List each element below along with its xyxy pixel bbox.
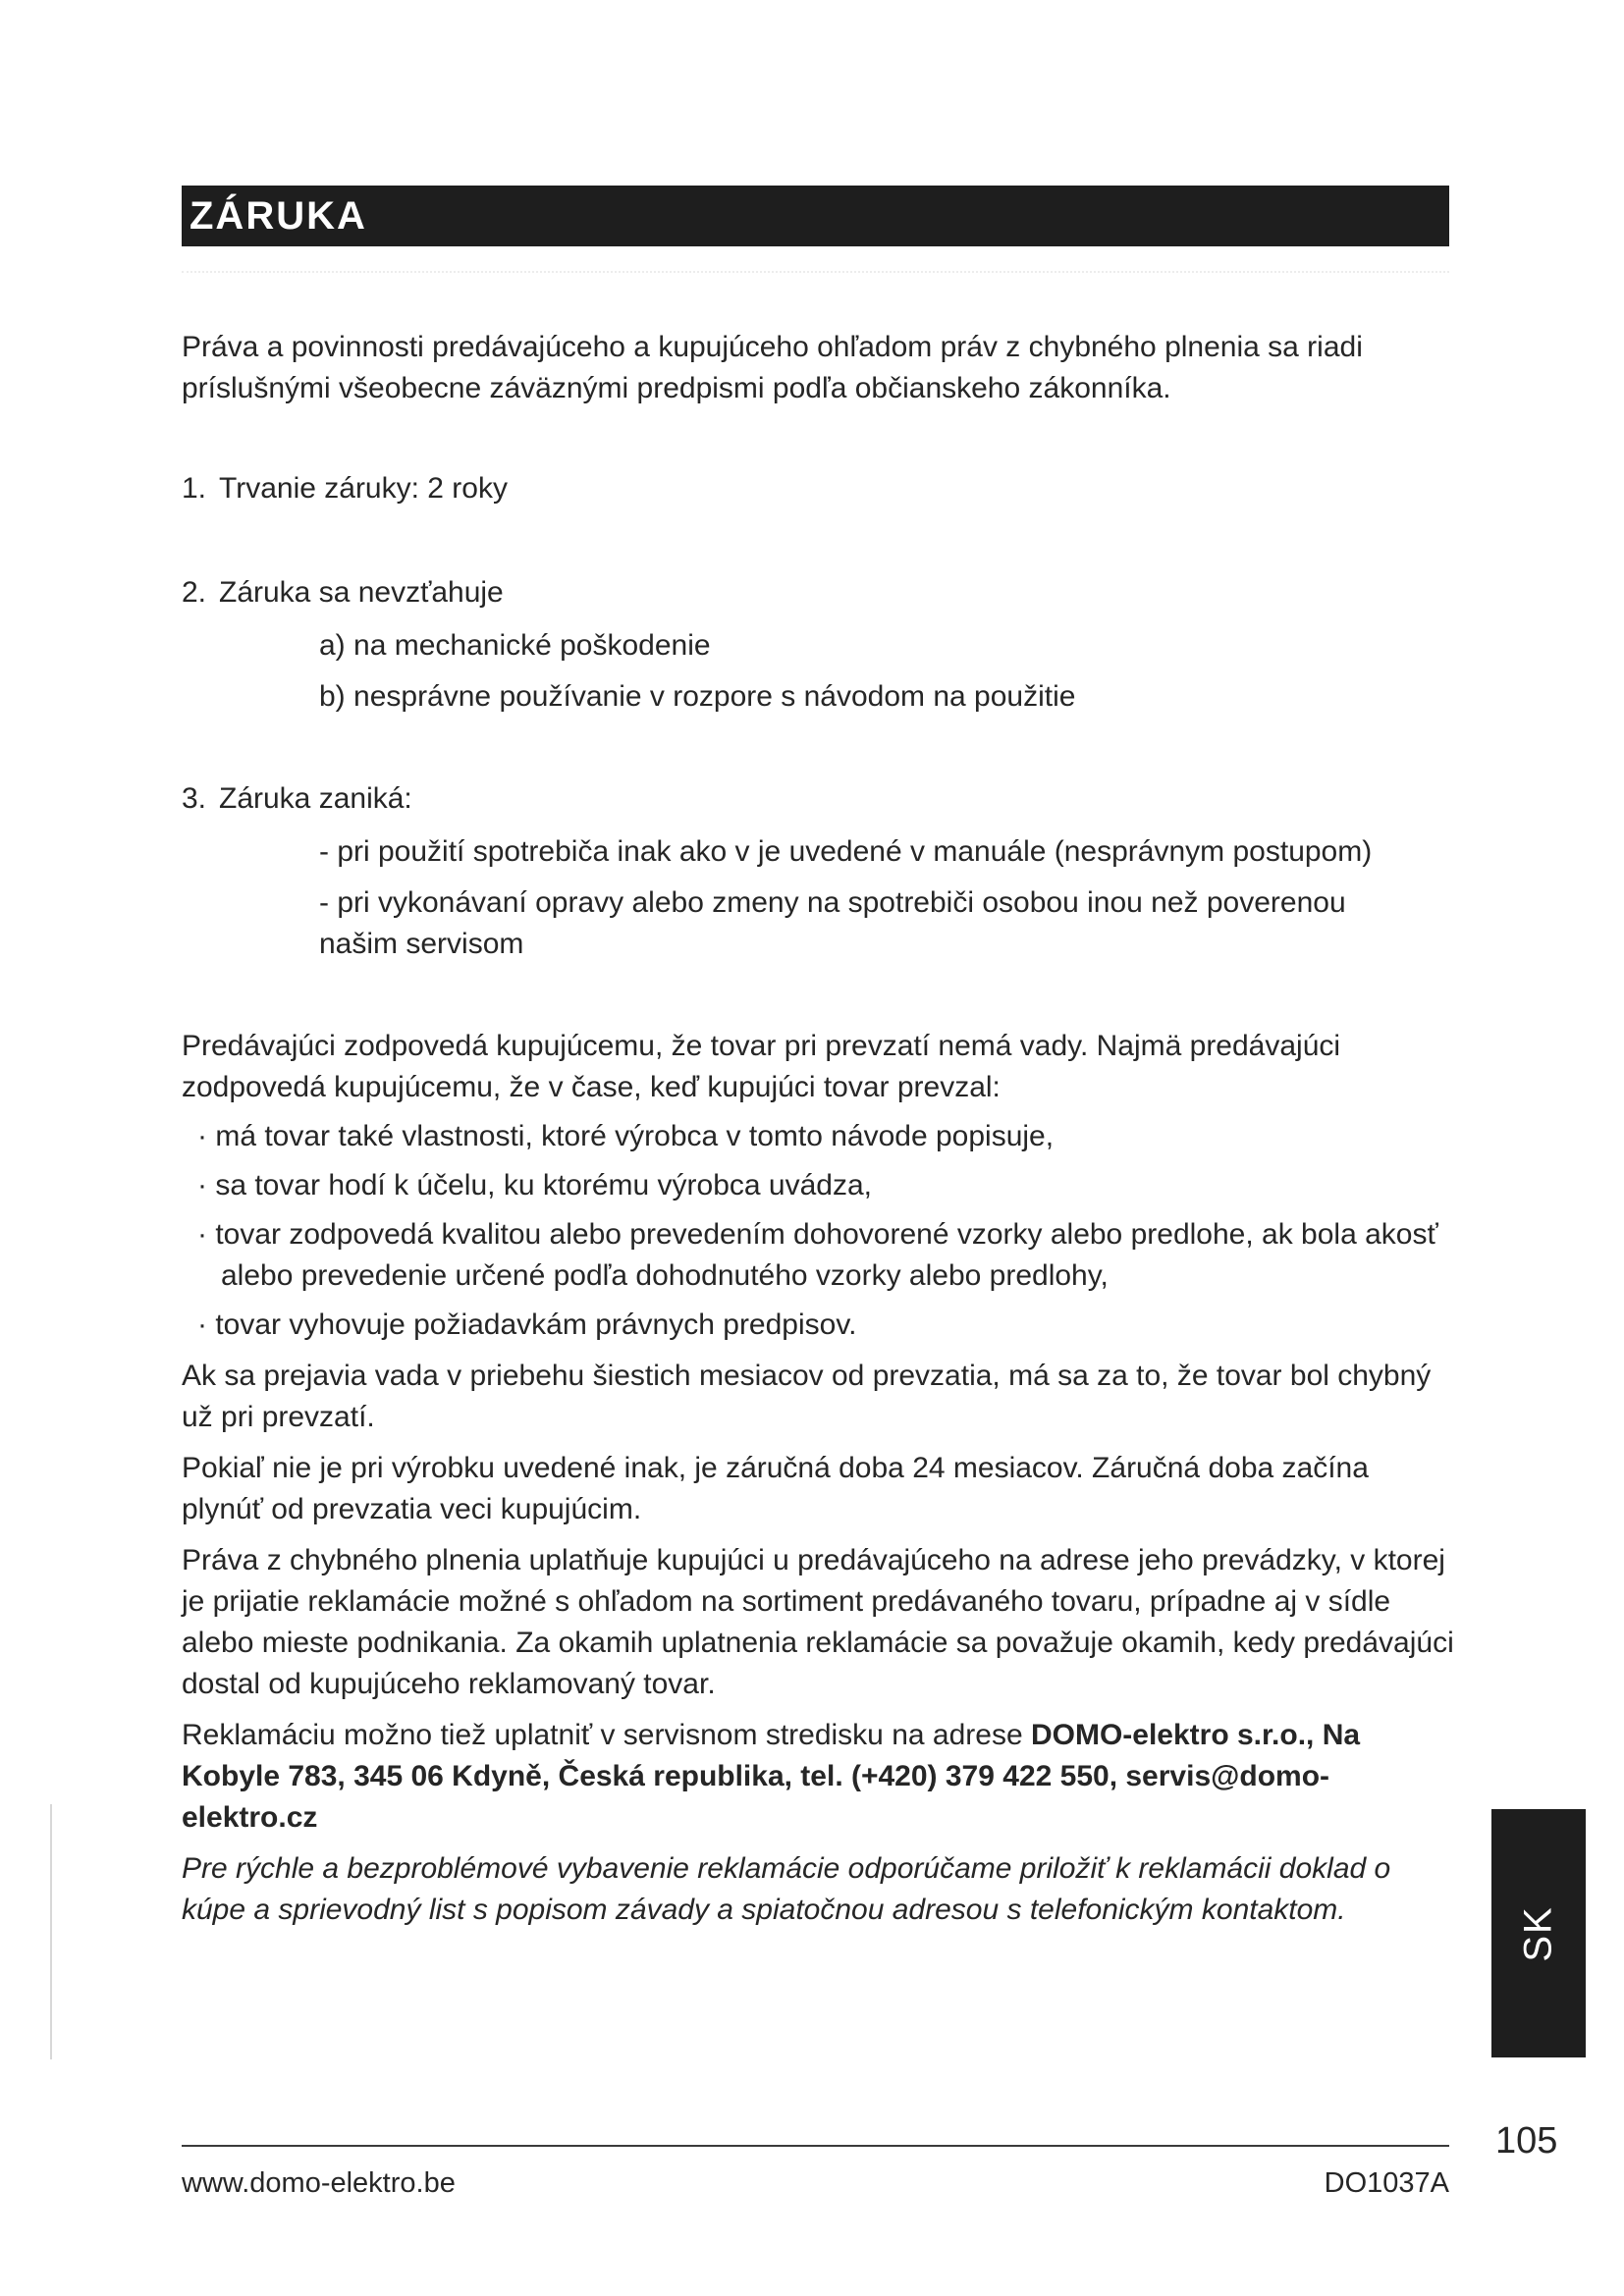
- service-address: DOMO-elektro s.r.o., Na Kobyle 783, 345 06 Kdyně, Česká republika, tel. (+420) 379 422 550, servis@domo-elektro.cz: [182, 1719, 1361, 1834]
- warranty-content: [182, 327, 1458, 1931]
- language-tab-label: SK: [1516, 1904, 1560, 1962]
- bullet-item: · sa tovar hodí k účelu, ku ktorému výrobca uvádza,: [197, 1169, 872, 1201]
- seller-paragraph: Predávajúci zodpovedá kupujúcemu, že tovar pri prevzatí nemá vady. Najmä predávajúci zodpovedá kupujúcemu, že v čase, keď kupujúci tovar prevzal:: [182, 1030, 1341, 1103]
- language-tab: [1491, 1809, 1586, 2057]
- sub-item: - pri použití spotrebiča inak ako v je uvedené v manuále (nesprávnym postupom): [319, 835, 1373, 868]
- side-rule: [50, 1804, 52, 2059]
- page-number: 105: [1495, 2120, 1558, 2162]
- list-item: [182, 778, 1458, 820]
- bullet-item: · má tovar také vlastnosti, ktoré výrobca v tomto návode popisuje,: [197, 1120, 1055, 1152]
- service-paragraph: [182, 1715, 1458, 1839]
- sub-item: - pri vykonávaní opravy alebo zmeny na spotrebiči osobou inou než poverenou našim servisom: [319, 886, 1346, 960]
- footer-divider: [182, 2145, 1449, 2147]
- bullet-item: · tovar vyhovuje požiadavkám právnych predpisov.: [197, 1308, 857, 1341]
- list-item: [182, 468, 1458, 509]
- list-item-text: Záruka sa nevzťahuje: [219, 576, 504, 609]
- period-paragraph: Pokiaľ nie je pri výrobku uvedené inak, je záručná doba 24 mesiacov. Záručná doba začína plynúť od prevzatia veci kupujúcim.: [182, 1452, 1369, 1525]
- sub-item: b) nesprávne používanie v rozpore s návodom na použitie: [319, 680, 1076, 713]
- sub-item: a) na mechanické poškodenie: [319, 629, 711, 662]
- list-item-text: Záruka zaniká:: [219, 782, 412, 815]
- recommendation-paragraph: Pre rýchle a bezproblémové vybavenie reklamácie odporúčame priložiť k reklamácii doklad o kúpe a sprievodný list s popisom závady a spiatočnou adresou s telefonickým kontaktom.: [182, 1852, 1391, 1926]
- list-item: [182, 572, 1458, 614]
- list-item-number: 3.: [182, 782, 207, 815]
- list-item-text: Trvanie záruky: 2 roky: [219, 472, 508, 505]
- service-lead: Reklamáciu možno tiež uplatniť v servisnom stredisku na adrese: [182, 1719, 1031, 1751]
- defect-paragraph: Ak sa prejavia vada v priebehu šiestich mesiacov od prevzatia, má sa za to, že tovar bol chybný už pri prevzatí.: [182, 1360, 1432, 1433]
- rights-paragraph: Práva z chybného plnenia uplatňuje kupujúci u predávajúceho na adrese jeho prevádzky, v ktorej je prijatie reklamácie možné s ohľadom na sortiment predávaného tovaru, prípadne aj v sídle alebo mieste podnikania. Za okamih uplatnenia reklamácie sa považuje okamih, kedy predávajúci dostal od kupujúceho reklamovaný tovar.: [182, 1544, 1454, 1700]
- section-title-bar: [182, 186, 1449, 246]
- list-item-number: 1.: [182, 472, 207, 505]
- section-title: ZÁRUKA: [189, 194, 367, 238]
- footer-model-code: DO1037A: [1324, 2167, 1449, 2199]
- bullet-item: · tovar zodpovedá kvalitou alebo prevedením dohovorené vzorky alebo predlohe, ak bola akosť alebo prevedenie určené podľa dohodnutého vzorky alebo predlohy,: [197, 1218, 1438, 1292]
- title-divider: [182, 271, 1449, 273]
- list-item-number: 2.: [182, 576, 207, 609]
- intro-paragraph: Práva a povinnosti predávajúceho a kupujúceho ohľadom práv z chybného plnenia sa riadi príslušnými všeobecne záväznými predpismi podľa občianskeho zákonníka.: [182, 331, 1363, 404]
- footer-url: www.domo-elektro.be: [182, 2167, 456, 2199]
